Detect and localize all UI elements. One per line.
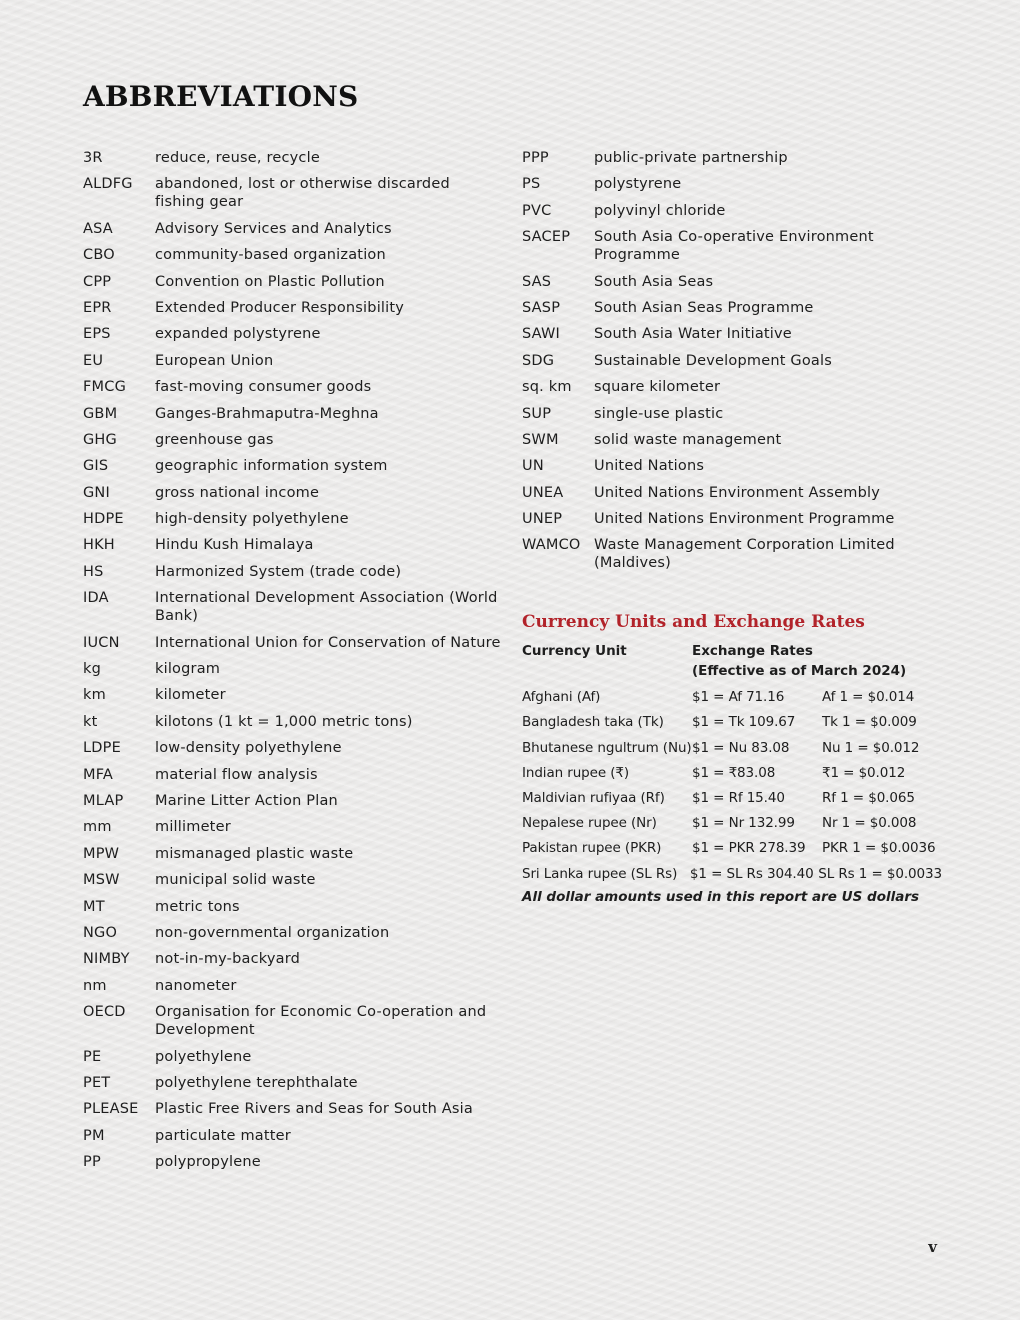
abbreviation-definition: fast-moving consumer goods	[155, 379, 372, 396]
abbreviation-row	[83, 220, 503, 238]
abbreviation-definition: United Nations Environment Programme	[594, 511, 895, 528]
abbreviation-term: IUCN	[83, 634, 120, 651]
abbreviation-row	[83, 484, 503, 502]
currency-section	[522, 612, 942, 905]
abbreviation-row	[522, 405, 942, 423]
abbreviation-definition: kilogram	[155, 661, 221, 678]
abbreviation-term: MPW	[83, 845, 120, 862]
currency-row	[522, 764, 942, 782]
currency-table-header	[522, 641, 942, 681]
abbreviation-term: UNEP	[522, 511, 563, 528]
abbreviation-definition: polystyrene	[594, 176, 682, 193]
inverse-rate: SL Rs 1 = $0.0033	[818, 865, 942, 882]
currency-row	[522, 865, 942, 883]
page-number: v	[928, 1238, 937, 1256]
abbreviation-term: MLAP	[83, 792, 124, 809]
abbreviation-row	[522, 431, 942, 449]
abbreviation-row	[83, 977, 503, 995]
abbreviation-row	[83, 149, 503, 167]
abbreviation-definition: Hindu Kush Himalaya	[155, 537, 314, 554]
abbreviation-row	[83, 299, 503, 317]
abbreviation-row	[522, 536, 942, 572]
abbreviation-row	[83, 246, 503, 264]
abbreviation-definition: polyethylene terephthalate	[155, 1074, 358, 1091]
currency-unit: Maldivian rufiyaa (Rf)	[522, 789, 665, 806]
currency-note: All dollar amounts used in this report are US dollars	[522, 888, 920, 905]
abbreviation-row	[83, 175, 503, 211]
abbreviation-definition: International Development Association (World Bank)	[155, 590, 498, 625]
abbreviation-term: GBM	[83, 405, 118, 422]
inverse-rate: Nu 1 = $0.012	[822, 739, 920, 756]
abbreviation-term: PM	[83, 1127, 105, 1144]
abbreviation-definition: not-in-my-backyard	[155, 951, 301, 968]
abbreviation-term: kt	[83, 713, 98, 730]
abbreviation-definition: Organisation for Economic Co-operation and Development	[155, 1004, 487, 1039]
abbreviation-row	[522, 325, 942, 343]
abbreviation-row	[83, 660, 503, 678]
abbreviation-row	[83, 431, 503, 449]
abbreviation-term: GHG	[83, 431, 117, 448]
abbreviation-term: WAMCO	[522, 537, 581, 554]
exchange-rate: $1 = ₹83.08	[692, 764, 776, 781]
abbreviation-definition: metric tons	[155, 898, 240, 915]
abbreviation-row	[83, 536, 503, 554]
abbreviation-definition: South Asia Water Initiative	[594, 326, 792, 343]
abbreviation-row	[83, 563, 503, 581]
abbreviation-term: GNI	[83, 484, 110, 501]
abbreviation-term: HDPE	[83, 511, 124, 528]
abbreviation-row	[83, 950, 503, 968]
abbreviation-definition: municipal solid waste	[155, 872, 316, 889]
abbreviation-row	[83, 1153, 503, 1171]
abbreviation-row	[83, 1100, 503, 1118]
abbreviation-term: CBO	[83, 247, 115, 264]
abbreviation-row	[83, 686, 503, 704]
abbreviation-definition: International Union for Conservation of Nature	[155, 634, 501, 651]
abbreviation-definition: Sustainable Development Goals	[594, 352, 832, 369]
exchange-rate: $1 = Nr 132.99	[692, 815, 795, 832]
abbreviation-term: kg	[83, 661, 102, 678]
abbreviation-term: FMCG	[83, 379, 127, 396]
abbreviation-term: nm	[83, 977, 107, 994]
abbreviation-term: PLEASE	[83, 1101, 139, 1118]
abbreviation-term: SUP	[522, 405, 552, 422]
abbreviation-row	[83, 739, 503, 757]
abbreviation-term: NIMBY	[83, 951, 130, 968]
abbreviation-definition: square kilometer	[594, 379, 721, 396]
abbreviation-term: sq. km	[522, 379, 572, 396]
abbreviation-definition: Marine Litter Action Plan	[155, 792, 338, 809]
abbreviation-definition: particulate matter	[155, 1127, 291, 1144]
exchange-rate: $1 = Af 71.16	[692, 689, 785, 706]
abbreviation-row	[83, 457, 503, 475]
abbreviation-row	[83, 325, 503, 343]
inverse-rate: Tk 1 = $0.009	[822, 714, 917, 731]
abbreviation-row	[522, 299, 942, 317]
abbreviation-term: UN	[522, 458, 544, 475]
abbreviation-term: MFA	[83, 766, 114, 783]
abbreviation-definition: expanded polystyrene	[155, 326, 321, 343]
currency-section-title: Currency Units and Exchange Rates	[522, 612, 865, 632]
abbreviation-definition: South Asia Co-operative Environment Programme	[594, 229, 874, 264]
abbreviation-definition: polypropylene	[155, 1154, 261, 1171]
abbreviation-row	[83, 1048, 503, 1066]
abbreviation-term: UNEA	[522, 484, 564, 501]
abbreviation-term: IDA	[83, 590, 109, 607]
abbreviation-term: NGO	[83, 924, 118, 941]
abbreviation-definition: United Nations Environment Assembly	[594, 484, 881, 501]
abbreviation-definition: Harmonized System (trade code)	[155, 563, 402, 580]
abbreviation-row	[83, 924, 503, 942]
currency-unit: Bhutanese ngultrum (Nu)	[522, 739, 692, 756]
inverse-rate: Nr 1 = $0.008	[822, 815, 917, 832]
currency-row	[522, 789, 942, 807]
inverse-rate: ₹1 = $0.012	[822, 764, 906, 781]
abbreviations-list-right	[522, 149, 942, 581]
abbreviations-list-left	[83, 149, 503, 1179]
currency-row	[522, 688, 942, 706]
abbreviation-definition: South Asian Seas Programme	[594, 299, 814, 316]
abbreviation-row	[83, 378, 503, 396]
abbreviation-row	[83, 818, 503, 836]
currency-unit: Bangladesh taka (Tk)	[522, 714, 664, 731]
exchange-rate: $1 = Rf 15.40	[692, 789, 785, 806]
abbreviation-term: SWM	[522, 431, 559, 448]
abbreviation-term: km	[83, 687, 106, 704]
exchange-rate: $1 = PKR 278.39	[692, 840, 806, 857]
exchange-rate: $1 = SL Rs 304.40	[689, 865, 814, 882]
currency-unit: Nepalese rupee (Nr)	[522, 815, 657, 832]
inverse-rate: PKR 1 = $0.0036	[822, 840, 936, 857]
abbreviation-definition: polyethylene	[155, 1048, 252, 1065]
abbreviation-row	[522, 228, 942, 264]
abbreviation-row	[83, 845, 503, 863]
abbreviation-row	[522, 202, 942, 220]
abbreviation-term: PET	[83, 1074, 111, 1091]
abbreviation-row	[522, 484, 942, 502]
currency-row	[522, 814, 942, 832]
abbreviation-term: mm	[83, 819, 112, 836]
abbreviation-definition: European Union	[155, 352, 274, 369]
abbreviation-definition: United Nations	[594, 458, 705, 475]
abbreviation-row	[522, 273, 942, 291]
abbreviation-row	[522, 510, 942, 528]
page-title: ABBREVIATIONS	[83, 80, 359, 113]
inverse-rate: Rf 1 = $0.065	[822, 789, 915, 806]
abbreviation-row	[83, 766, 503, 784]
abbreviation-definition: reduce, reuse, recycle	[155, 150, 320, 166]
abbreviation-row	[522, 149, 942, 167]
abbreviation-definition: high-density polyethylene	[155, 511, 349, 528]
abbreviation-term: SAS	[522, 273, 552, 290]
abbreviation-term: HKH	[83, 537, 115, 554]
abbreviation-term: SDG	[522, 352, 555, 369]
exchange-rate: $1 = Tk 109.67	[692, 714, 796, 731]
abbreviation-term: ALDFG	[83, 176, 133, 193]
abbreviation-definition: public-private partnership	[594, 150, 788, 166]
abbreviation-definition: material flow analysis	[155, 766, 318, 783]
currency-unit: Indian rupee (₹)	[522, 764, 630, 781]
abbreviation-term: EPS	[83, 326, 111, 343]
abbreviation-definition: Plastic Free Rivers and Seas for South Asia	[155, 1101, 473, 1118]
abbreviation-definition: community-based organization	[155, 247, 386, 264]
abbreviation-definition: Extended Producer Responsibility	[155, 299, 405, 316]
abbreviation-row	[83, 352, 503, 370]
abbreviation-definition: geographic information system	[155, 458, 388, 475]
abbreviation-definition: Advisory Services and Analytics	[155, 220, 392, 237]
abbreviation-row	[83, 510, 503, 528]
abbreviation-term: MSW	[83, 872, 120, 889]
exchange-rates-header	[692, 641, 906, 681]
abbreviation-row	[522, 457, 942, 475]
currency-unit: Afghani (Af)	[522, 689, 601, 706]
abbreviation-definition: gross national income	[155, 484, 320, 501]
abbreviation-term: SACEP	[522, 229, 571, 246]
abbreviation-term: LDPE	[83, 740, 121, 757]
abbreviation-row	[522, 378, 942, 396]
abbreviation-definition: Convention on Plastic Pollution	[155, 273, 385, 290]
abbreviation-definition: solid waste management	[594, 431, 782, 448]
abbreviation-definition: abandoned, lost or otherwise discarded fishing gear	[155, 176, 450, 211]
abbreviation-row	[83, 405, 503, 423]
abbreviation-definition: Ganges-Brahmaputra-Meghna	[155, 405, 379, 422]
abbreviation-term: CPP	[83, 273, 112, 290]
currency-table-body	[522, 688, 942, 882]
abbreviation-definition: greenhouse gas	[155, 431, 274, 448]
abbreviation-term: 3R	[83, 150, 103, 166]
abbreviation-term: PE	[83, 1048, 102, 1065]
abbreviation-row	[522, 352, 942, 370]
abbreviation-definition: kilotons (1 kt = 1,000 metric tons)	[155, 713, 413, 730]
abbreviation-definition: low-density polyethylene	[155, 740, 342, 757]
currency-row	[522, 839, 942, 857]
abbreviation-row	[83, 792, 503, 810]
abbreviation-term: PP	[83, 1154, 101, 1171]
abbreviation-definition: polyvinyl chloride	[594, 202, 726, 219]
currency-unit: Pakistan rupee (PKR)	[522, 840, 662, 857]
inverse-rate: Af 1 = $0.014	[822, 689, 915, 706]
abbreviation-term: SAWI	[522, 326, 561, 343]
abbreviation-term: EU	[83, 352, 104, 369]
abbreviation-row	[83, 871, 503, 889]
currency-unit-header: Currency Unit	[522, 643, 627, 659]
abbreviation-row	[83, 898, 503, 916]
abbreviation-row	[83, 634, 503, 652]
exchange-rates-header-line2: (Effective as of March 2024)	[692, 663, 907, 679]
abbreviation-term: OECD	[83, 1004, 126, 1021]
abbreviation-term: PPP	[522, 150, 549, 166]
abbreviation-definition: kilometer	[155, 687, 226, 704]
abbreviation-row	[83, 1003, 503, 1039]
abbreviation-row	[83, 1074, 503, 1092]
abbreviation-definition: Waste Management Corporation Limited (Maldives)	[594, 537, 895, 572]
abbreviation-definition: South Asia Seas	[594, 273, 714, 290]
abbreviation-term: GIS	[83, 458, 109, 475]
abbreviation-term: EPR	[83, 299, 112, 316]
abbreviation-term: MT	[83, 898, 105, 915]
abbreviation-definition: mismanaged plastic waste	[155, 845, 354, 862]
abbreviation-term: HS	[83, 563, 104, 580]
abbreviation-term: ASA	[83, 220, 113, 237]
currency-row	[522, 713, 942, 731]
abbreviation-term: PS	[522, 176, 541, 193]
abbreviation-definition: single-use plastic	[594, 405, 724, 422]
abbreviation-definition: millimeter	[155, 819, 231, 836]
abbreviation-term: SASP	[522, 299, 561, 316]
abbreviation-row	[83, 1127, 503, 1145]
abbreviation-definition: nanometer	[155, 977, 237, 994]
currency-unit: Sri Lanka rupee (SL Rs)	[522, 865, 678, 882]
currency-row	[522, 739, 942, 757]
abbreviation-row	[83, 589, 503, 625]
abbreviation-term: PVC	[522, 202, 552, 219]
abbreviation-row	[83, 713, 503, 731]
abbreviation-row	[83, 273, 503, 291]
abbreviation-definition: non-governmental organization	[155, 924, 390, 941]
exchange-rates-header-line1: Exchange Rates	[692, 643, 813, 659]
exchange-rate: $1 = Nu 83.08	[692, 739, 790, 756]
abbreviation-row	[522, 175, 942, 193]
